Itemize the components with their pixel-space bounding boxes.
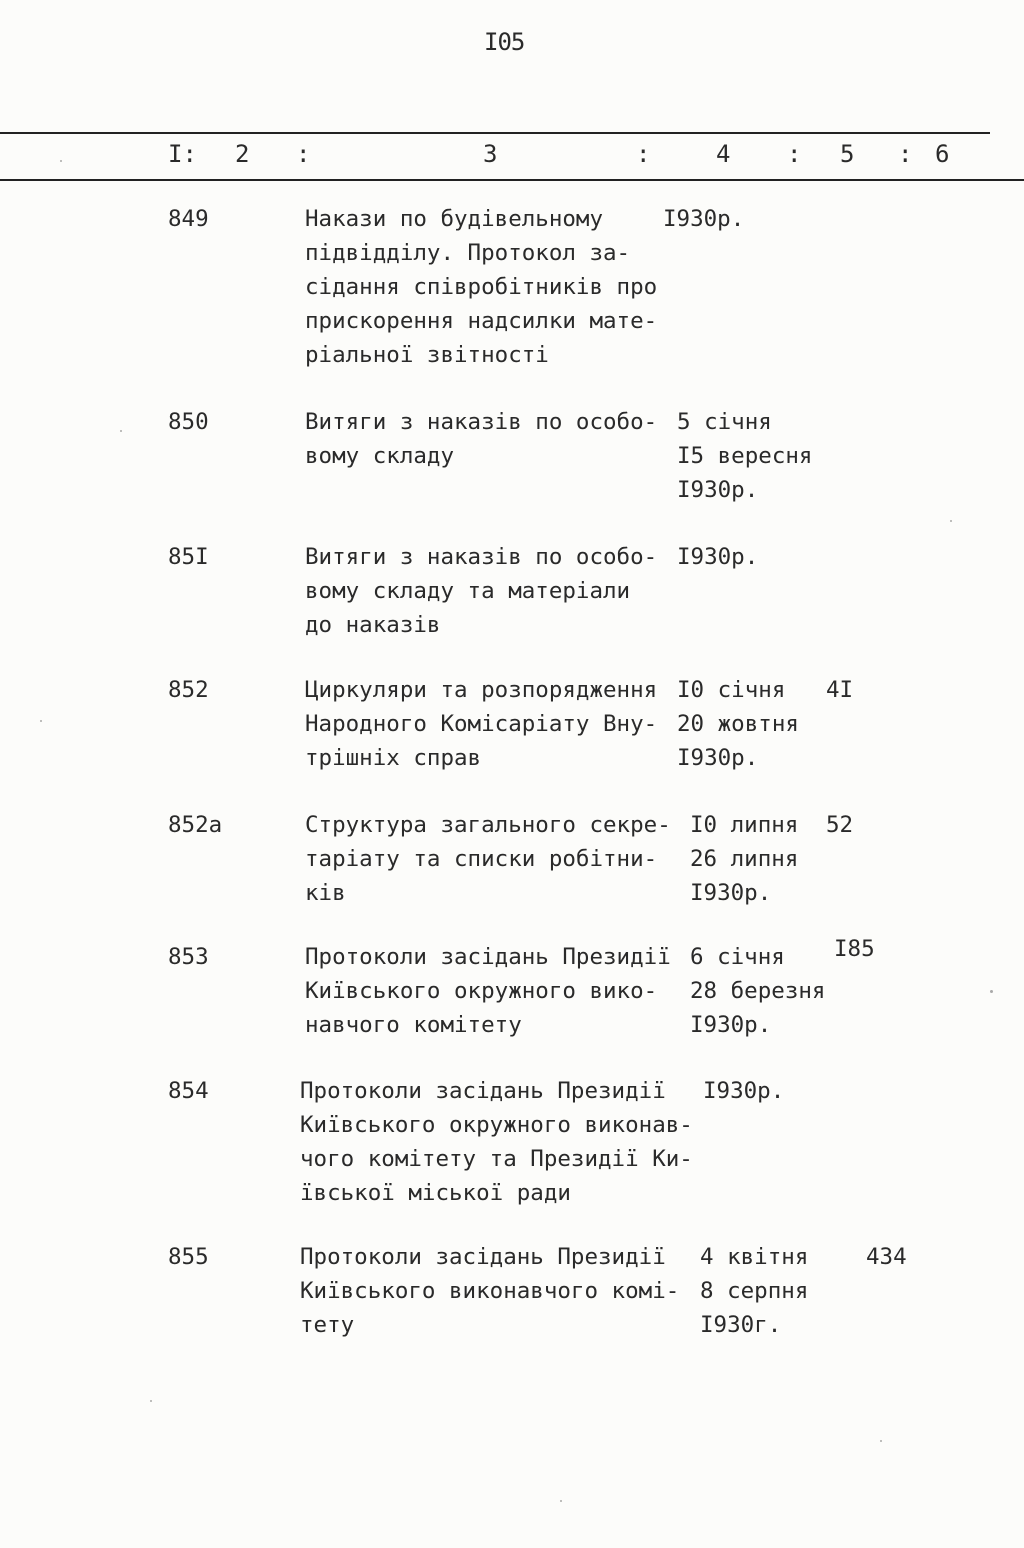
header-col-6: 6: [935, 140, 950, 168]
date-line: 28 березня: [690, 978, 826, 1004]
header-sep: :: [296, 140, 311, 168]
date-line: I5 вересня: [677, 443, 813, 469]
date-line: I0 січня: [677, 677, 786, 703]
description-line: чого комітету та Президії Ки-: [300, 1146, 693, 1172]
date-line: I930р.: [663, 206, 745, 232]
header-sep: :: [636, 140, 651, 168]
date-line: 6 січня: [690, 944, 785, 970]
file-number: 855: [168, 1244, 209, 1270]
file-dates: [690, 808, 798, 910]
file-dates: [690, 940, 825, 1042]
sheet-count: 52: [826, 812, 854, 838]
description-line: Протоколи засідань Президії: [305, 944, 671, 970]
description-line: ївської міської ради: [300, 1180, 571, 1206]
file-dates: [677, 673, 799, 775]
file-dates: [677, 405, 812, 507]
description-line: трішніх справ: [305, 745, 482, 771]
description-line: Накази по будівельному: [305, 206, 604, 232]
file-number: 850: [168, 409, 209, 435]
file-dates: [700, 1240, 808, 1342]
description-line: вому складу: [305, 443, 455, 469]
date-line: I0 липня: [690, 812, 799, 838]
file-description: [305, 940, 671, 1042]
file-description: [305, 202, 657, 372]
header-rule-top: [0, 132, 990, 134]
scan-speck: [60, 160, 62, 162]
description-line: Витяги з наказів по особо-: [305, 544, 658, 570]
description-line: таріату та списки робітни-: [305, 846, 658, 872]
file-number: 854: [168, 1078, 209, 1104]
scan-speck: [990, 990, 993, 993]
description-line: ріальної звітності: [305, 342, 549, 368]
description-line: Структура загального секре-: [305, 812, 671, 838]
page-number: I05: [484, 28, 525, 56]
description-line: вому складу та матеріали: [305, 578, 631, 604]
description-line: навчого комітету: [305, 1012, 522, 1038]
header-col-3: 3: [483, 140, 498, 168]
description-line: Витяги з наказів по особо-: [305, 409, 658, 435]
date-line: I930р.: [703, 1078, 785, 1104]
file-description: [300, 1074, 693, 1210]
file-number: 849: [168, 206, 209, 232]
description-line: Київського виконавчого комі-: [300, 1278, 680, 1304]
file-number: 85I: [168, 544, 209, 570]
date-line: 5 січня: [677, 409, 772, 435]
date-line: 20 жовтня: [677, 711, 799, 737]
description-line: Циркуляри та розпорядження: [305, 677, 658, 703]
header-sep: :: [787, 140, 802, 168]
file-description: [305, 673, 657, 775]
date-line: I930р.: [677, 477, 759, 503]
description-line: Протоколи засідань Президії: [300, 1078, 666, 1104]
header-col-1: I:: [168, 140, 197, 168]
date-line: I930г.: [700, 1312, 782, 1338]
description-line: до наказів: [305, 612, 441, 638]
file-number: 852а: [168, 812, 223, 838]
scan-speck: [150, 1400, 152, 1402]
file-description: [300, 1240, 679, 1342]
file-dates: [677, 540, 758, 574]
file-dates: [703, 1074, 784, 1108]
description-line: тету: [300, 1312, 355, 1338]
file-description: [305, 405, 657, 473]
date-line: I930р.: [677, 544, 759, 570]
header-col-5: 5: [840, 140, 855, 168]
description-line: Народного Комісаріату Вну-: [305, 711, 658, 737]
sheet-count: I85: [834, 936, 875, 962]
date-line: I930р.: [690, 1012, 772, 1038]
description-line: Київського окружного виконав-: [300, 1112, 693, 1138]
scan-speck: [950, 520, 952, 522]
file-number: 852: [168, 677, 209, 703]
scan-speck: [880, 1440, 882, 1442]
header-col-2: 2: [235, 140, 250, 168]
description-line: підвідділу. Протокол за-: [305, 240, 631, 266]
description-line: сідання співробітників про: [305, 274, 658, 300]
description-line: прискорення надсилки мате-: [305, 308, 658, 334]
date-line: 8 серпня: [700, 1278, 809, 1304]
file-description: [305, 540, 657, 642]
header-col-4: 4: [716, 140, 731, 168]
date-line: 4 квітня: [700, 1244, 809, 1270]
header-rule-bottom: [0, 179, 1024, 181]
date-line: I930р.: [690, 880, 772, 906]
file-description: [305, 808, 671, 910]
header-sep: :: [898, 140, 913, 168]
sheet-count: 434: [866, 1244, 907, 1270]
file-number: 853: [168, 944, 209, 970]
scan-speck: [120, 430, 122, 432]
date-line: I930р.: [677, 745, 759, 771]
description-line: Протоколи засідань Президії: [300, 1244, 666, 1270]
file-dates: [663, 202, 744, 236]
description-line: ків: [305, 880, 346, 906]
date-line: 26 липня: [690, 846, 799, 872]
scan-speck: [560, 1500, 562, 1502]
sheet-count: 4I: [826, 677, 854, 703]
scan-speck: [40, 720, 42, 722]
description-line: Київського окружного вико-: [305, 978, 658, 1004]
